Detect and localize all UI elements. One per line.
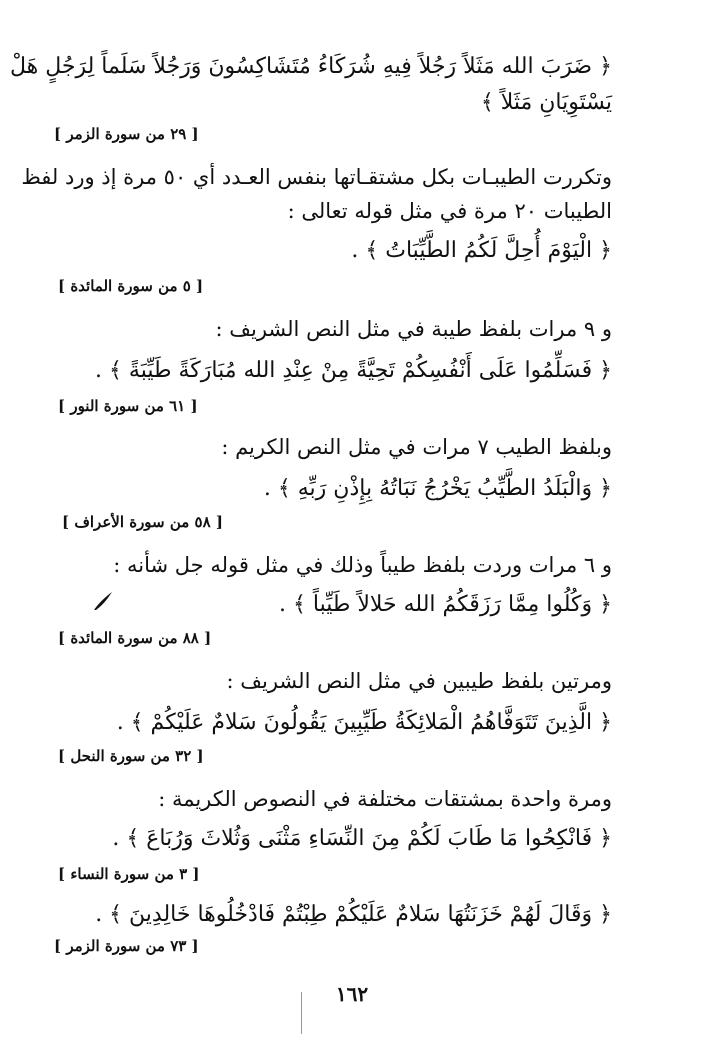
verse-araf-58: ﴿ وَالْبَلَدُ الطَّيِّبُ يَخْرُجُ نَبَاتُهُ بِإِذْنِ رَبِّهِ ﴾ . [263,476,612,501]
page-number: ١٦٢ [335,982,369,1006]
page-gutter-line [301,992,302,1034]
paragraph-line: ومرة واحدة بمشتقات مختلفة في النصوص الكريمة : [158,787,612,811]
verse-zumar-29: ﴿ ضَرَبَ الله مَثَلاً رَجُلاً فِيهِ شُرَكَاءُ مُتَشَاكِسُونَ وَرَجُلاً سَلَماً لِرَجُلٍ هَلْ [9,54,612,79]
reference-zumar-73: [ ٧٣ من سورة الزمر ] [54,937,199,955]
reference-maidah-88: [ ٨٨ من سورة المائدة ] [58,629,212,647]
feather-mark-icon [92,590,116,616]
reference-nahl-32: [ ٣٢ من سورة النحل ] [58,747,204,765]
verse-maidah-88: ﴿ وَكُلُوا مِمَّا رَزَقَكُمُ الله حَلالاً طَيِّباً ﴾ . [279,592,612,617]
reference-araf-58: [ ٥٨ من سورة الأعراف ] [62,513,223,531]
reference-zumar-29: [ ٢٩ من سورة الزمر ] [54,125,199,143]
verse-nahl-32: ﴿ الَّذِينَ تَتَوَفَّاهُمُ الْمَلائِكَةُ طَيِّبِينَ يَقُولُونَ سَلامٌ عَلَيْكُمْ ﴾ . [116,710,612,735]
paragraph-line: الطيبات ٢٠ مرة في مثل قوله تعالى : [287,199,612,223]
verse-nur-61: ﴿ فَسَلِّمُوا عَلَى أَنْفُسِكُمْ تَحِيَّةً مِنْ عِنْدِ الله مُبَارَكَةً طَيِّبَةً ﴾ . [95,358,612,383]
paragraph-line: وتكررت الطيبـات بكل مشتقـاتها بنفس العـدد أي ٥٠ مرة إذ ورد لفظ [21,165,612,189]
verse-zumar-73: ﴿ وَقَالَ لَهُمْ خَزَنَتُهَا سَلامٌ عَلَيْكُمْ طِبْتُمْ فَادْخُلُوهَا خَالِدِينَ ﴾ . [95,902,612,927]
reference-maidah-5: [ ٥ من سورة المائدة ] [58,277,204,295]
paragraph-line: ومرتين بلفظ طيبين في مثل النص الشريف : [226,669,612,693]
verse-maidah-5: ﴿ الْيَوْمَ أُحِلَّ لَكُمُ الطَّيِّبَاتُ ﴾ . [351,238,612,263]
verse-nisa-3: ﴿ فَانْكِحُوا مَا طَابَ لَكُمْ مِنَ النِّسَاءِ مَثْنَى وَثُلاثَ وَرُبَاعَ ﴾ . [112,826,612,851]
paragraph-line: و ٩ مرات بلفظ طيبة في مثل النص الشريف : [215,317,612,341]
verse-zumar-29-cont: يَسْتَوِيَانِ مَثَلاً ﴾ [480,90,612,115]
paragraph-line: و ٦ مرات وردت بلفظ طيباً وذلك في مثل قوله جل شأنه : [113,553,612,577]
reference-nisa-3: [ ٣ من سورة النساء ] [58,865,200,883]
paragraph-line: وبلفظ الطيب ٧ مرات في مثل النص الكريم : [221,435,612,459]
reference-nur-61: [ ٦١ من سورة النور ] [58,397,198,415]
